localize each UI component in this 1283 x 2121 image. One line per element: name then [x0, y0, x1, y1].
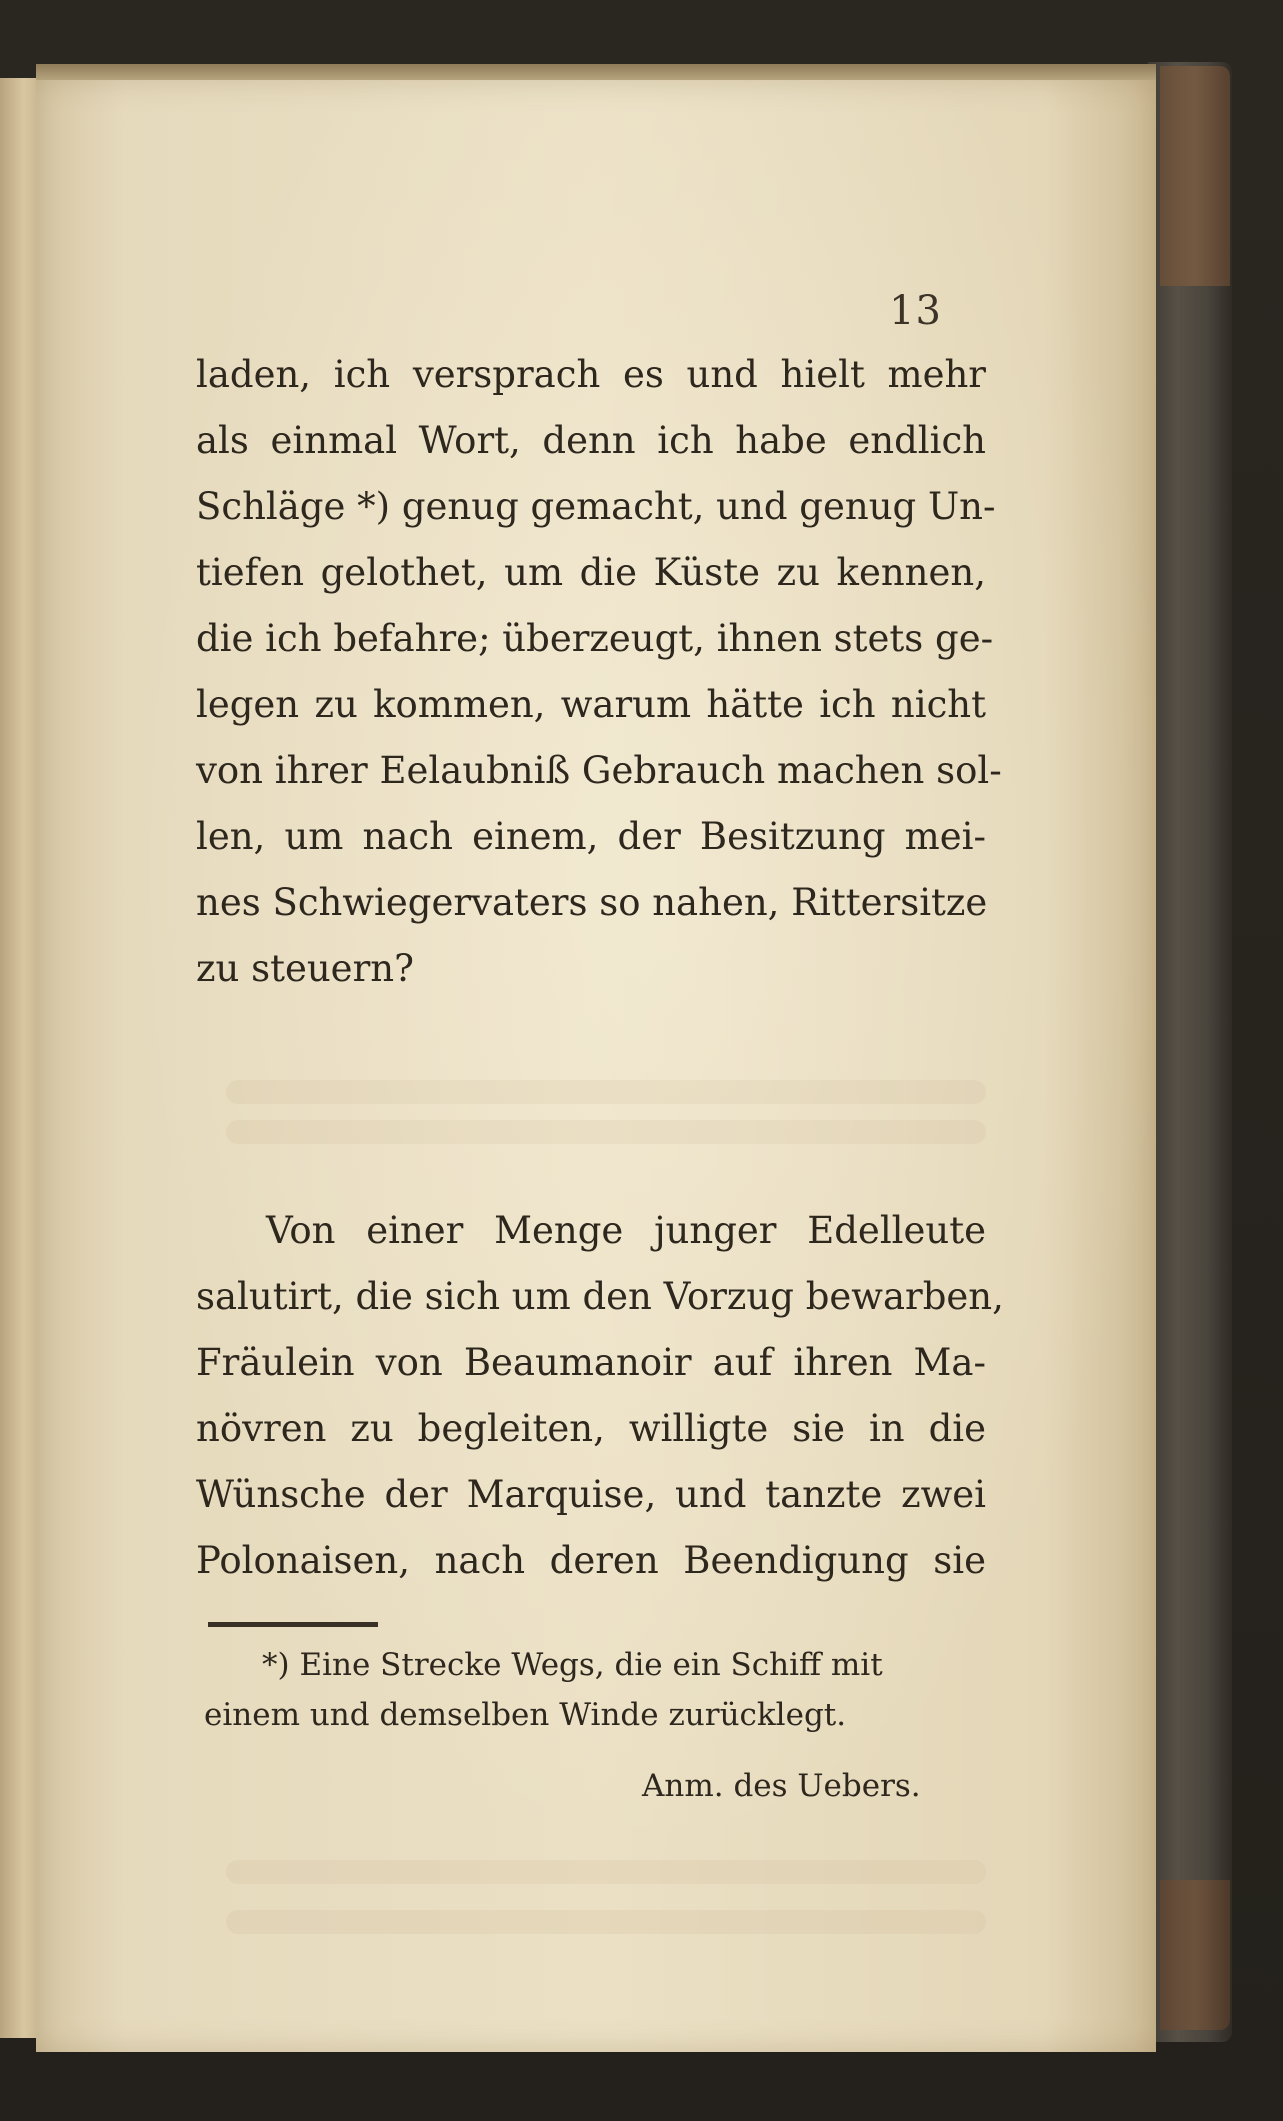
book-page: [36, 80, 1156, 2052]
text-line: tiefen gelothet, um die Küste zu kennen,: [196, 551, 986, 594]
bleed-through-mark: [226, 1910, 986, 1934]
text-line: Fräulein von Beaumanoir auf ihren Ma-: [196, 1341, 986, 1384]
text-line: nes Schwiegervaters so nahen, Rittersitze: [196, 881, 988, 924]
footnote-line: einem und demselben Winde zurücklegt.: [204, 1697, 847, 1733]
text-line: laden, ich versprach es und hielt mehr: [196, 353, 986, 396]
cover-board-top: [1160, 66, 1230, 286]
text-line: von ihrer Eelaubniß Gebrauch machen sol-: [196, 749, 1002, 792]
text-line: Wünsche der Marquise, und tanzte zwei: [196, 1473, 986, 1516]
text-line: Polonaisen, nach deren Beendigung sie: [196, 1539, 986, 1582]
page-number: 13: [889, 288, 942, 334]
footnote-rule: [208, 1622, 378, 1627]
bleed-through-mark: [226, 1080, 986, 1104]
text-line: salutirt, die sich um den Vorzug bewarben,: [196, 1275, 1004, 1318]
text-line: zu steuern?: [196, 947, 414, 990]
text-line: növren zu begleiten, willigte sie in die: [196, 1407, 986, 1450]
text-line: die ich befahre; überzeugt, ihnen stets ge-: [196, 617, 994, 660]
bleed-through-mark: [226, 1860, 986, 1884]
footnote-line: *) Eine Strecke Wegs, die ein Schiff mit: [262, 1647, 883, 1683]
text-line: legen zu kommen, warum hätte ich nicht: [196, 683, 986, 726]
cover-board-bottom: [1160, 1880, 1230, 2030]
text-line: Schläge *) genug gemacht, und genug Un-: [196, 485, 996, 528]
footnote-attribution: Anm. des Uebers.: [642, 1768, 921, 1804]
text-line: len, um nach einem, der Besitzung mei-: [196, 815, 986, 858]
text-line: als einmal Wort, denn ich habe endlich: [196, 419, 986, 462]
text-line: Von einer Menge junger Edelleute: [266, 1209, 986, 1252]
book-cover-spine: [1148, 62, 1232, 2042]
footnote: [204, 1640, 964, 1740]
bleed-through-mark: [226, 1120, 986, 1144]
paragraph-1: [196, 342, 1002, 1002]
paragraph-2: [196, 1198, 1004, 1594]
